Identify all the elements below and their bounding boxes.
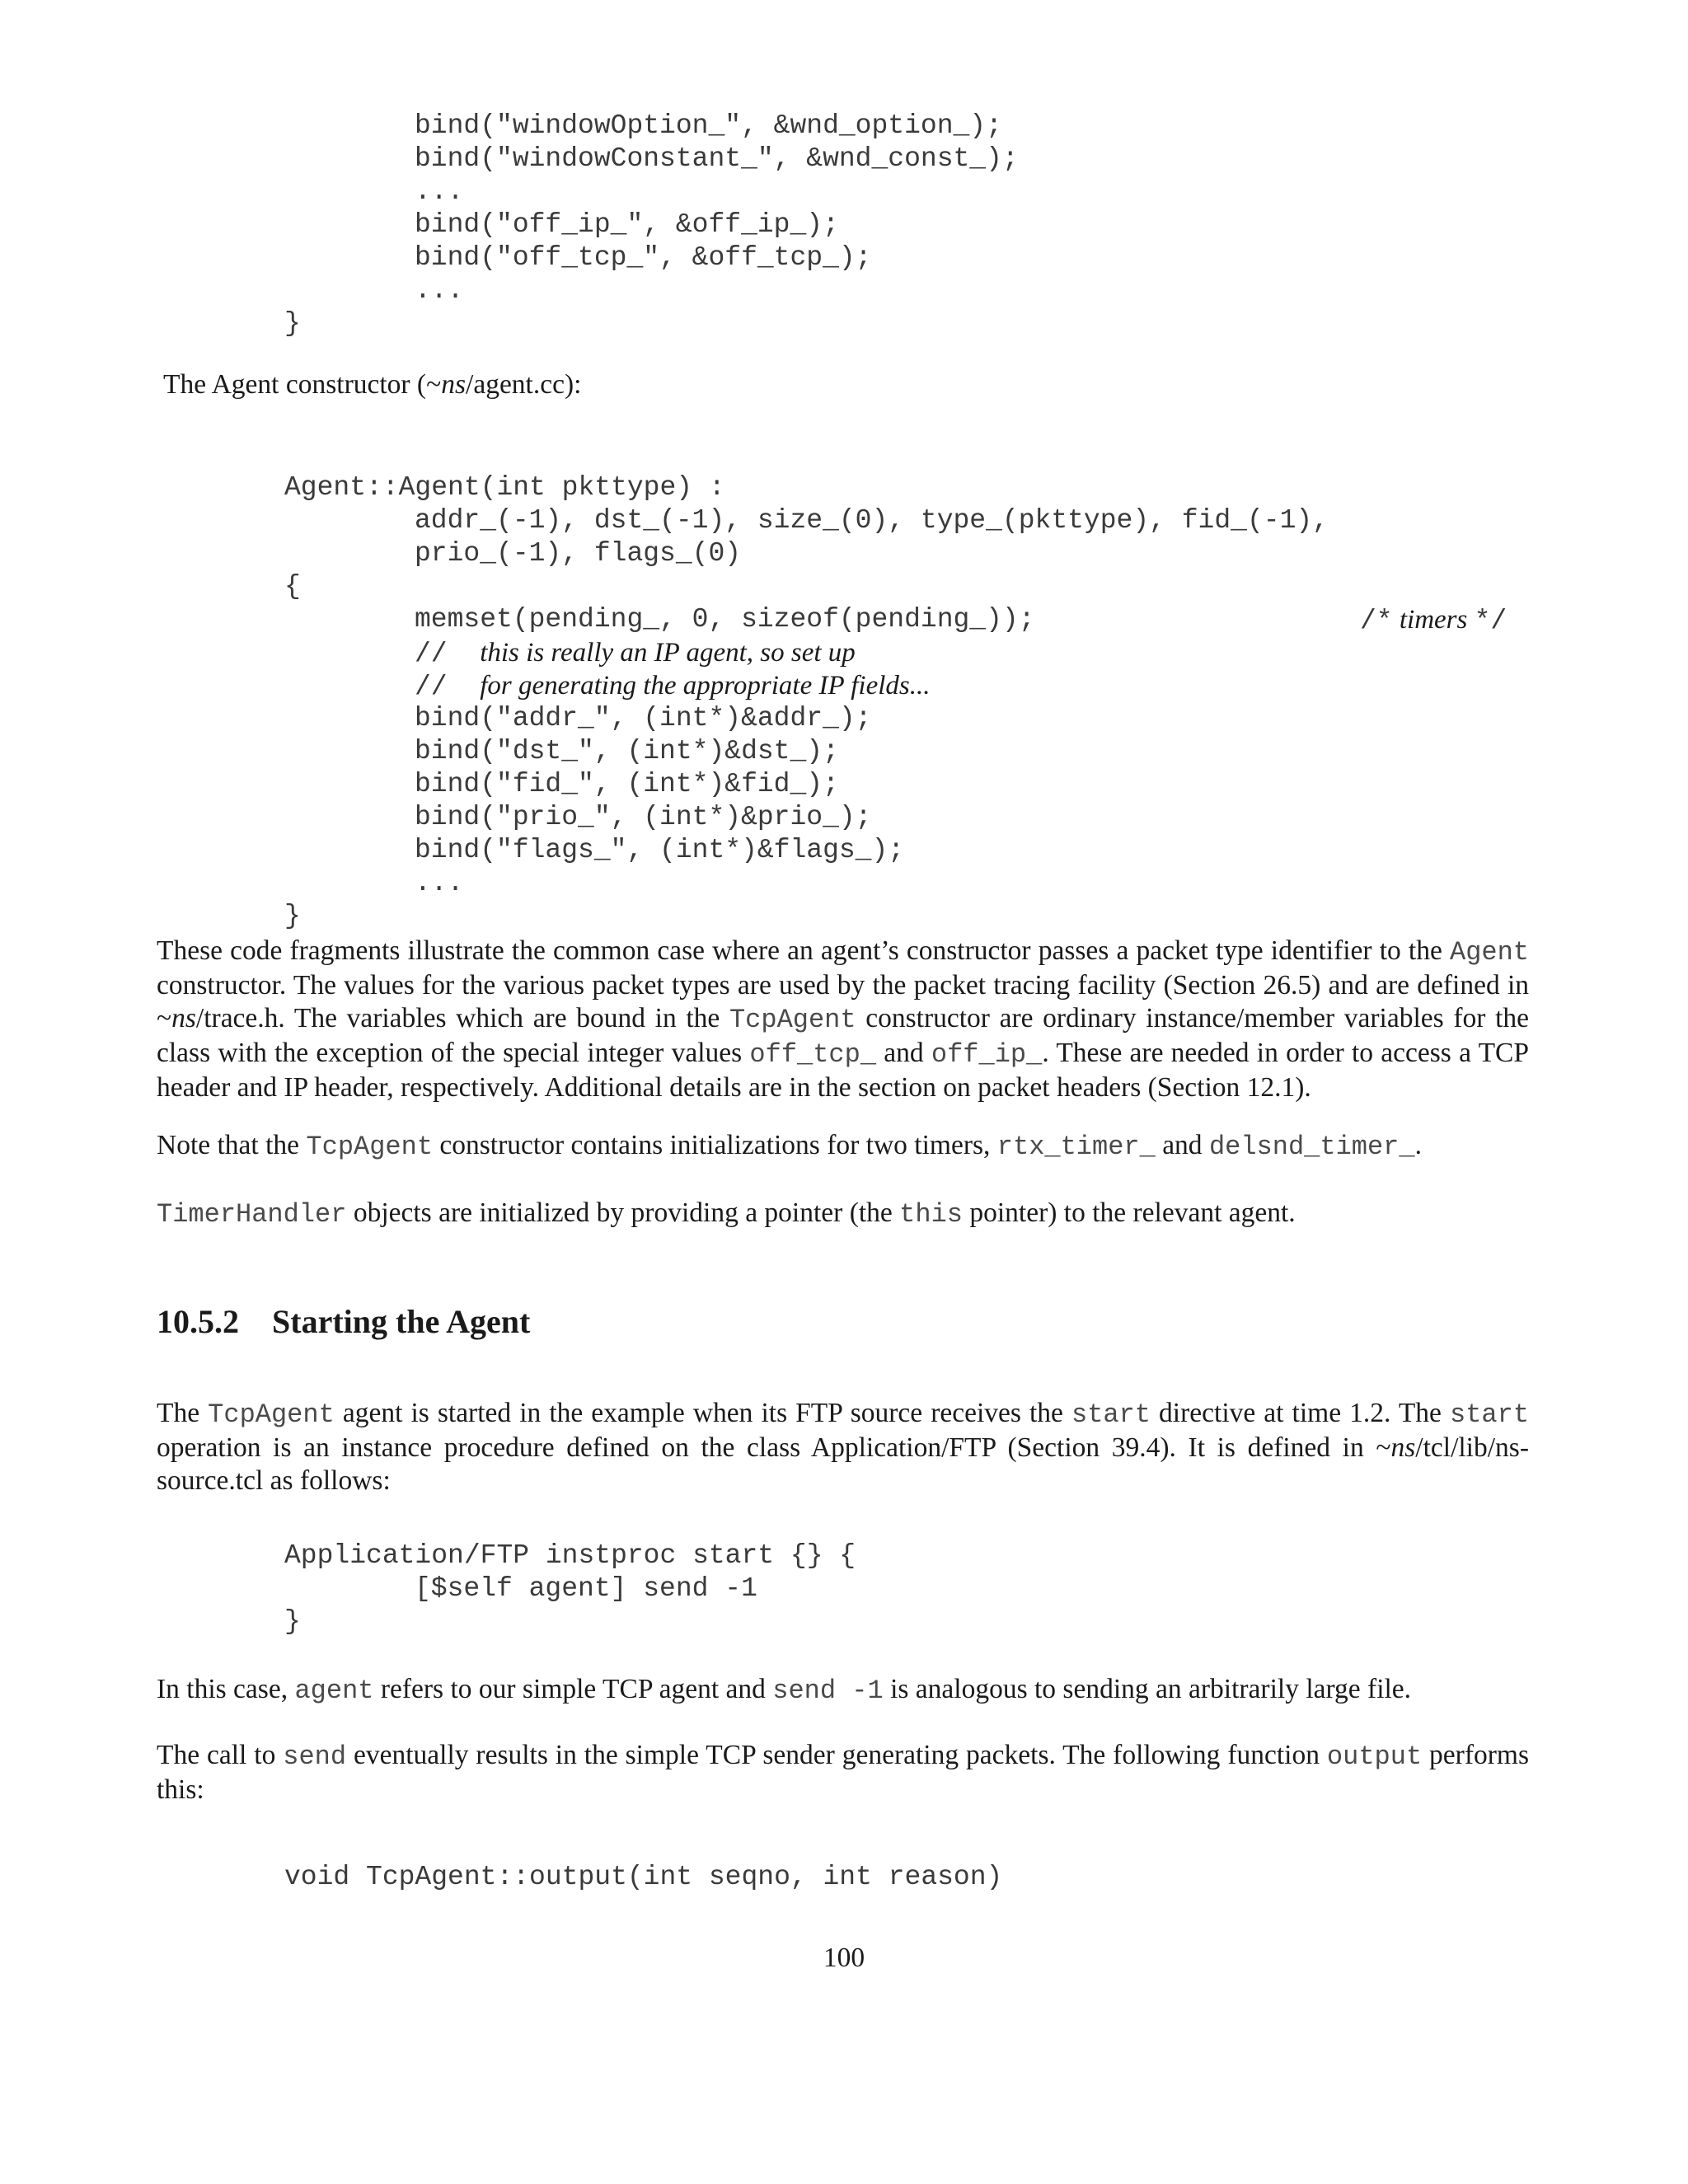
inline-code: start	[1071, 1399, 1151, 1430]
code-line: addr_(-1), dst_(-1), size_(0), type_(pkttype), fid_(-1),	[415, 505, 1329, 536]
ns-path: ns	[171, 1003, 196, 1033]
comment-text: timers	[1399, 605, 1468, 635]
inline-code: rtx_timer_	[996, 1132, 1156, 1162]
intro-line	[163, 368, 1536, 401]
code-line: }	[284, 901, 301, 931]
paragraph-text: constructor contains initializations for two timers,	[433, 1130, 997, 1160]
intro-text: The Agent constructor (	[163, 369, 427, 400]
code-line: bind("windowConstant_", &wnd_const_);	[415, 143, 1019, 174]
code-line: memset(pending_, 0, sizeof(pending_));	[415, 604, 1035, 635]
code-line: ...	[415, 275, 464, 306]
inline-code: Agent	[1449, 937, 1529, 968]
inline-code: delsnd_timer_	[1208, 1132, 1415, 1162]
inline-code: send -1	[772, 1675, 884, 1706]
paragraph-text: These code fragments illustrate the common case where an agent’s constructor passes a packet type identifier to the	[157, 935, 1450, 966]
comment-text: for generating the appropriate IP fields...	[480, 671, 931, 701]
paragraph-text: eventually results in the simple TCP sender generating packets. The following function	[346, 1740, 1327, 1770]
inline-code: off_ip_	[931, 1039, 1043, 1070]
paragraph-text: The call to	[157, 1740, 284, 1770]
inline-code: TcpAgent	[306, 1132, 434, 1162]
paragraph-timers	[157, 1129, 1529, 1164]
code-line: bind("flags_", (int*)&flags_);	[415, 835, 905, 865]
code-line: [$self agent] send -1	[415, 1573, 757, 1604]
paragraph-packet-types	[157, 935, 1529, 1104]
inline-code: agent	[294, 1675, 374, 1706]
intro-text: /agent.cc):	[466, 369, 582, 400]
section-heading	[157, 1302, 530, 1342]
paragraph-text: In this case,	[157, 1674, 295, 1704]
paragraph-text: constructor are ordinary instance/member variables for the class with the exception of the special integer values	[157, 1003, 1529, 1068]
inline-code: TimerHandler	[157, 1199, 347, 1230]
code-line: }	[284, 308, 301, 339]
section-number: 10.5.2	[157, 1303, 239, 1340]
inline-code: TcpAgent	[208, 1399, 335, 1430]
tilde: ~	[1376, 1432, 1391, 1463]
paragraph-text: constructor. The values for the various packet types are used by the packet tracing facility (Section 26.5) and are defined in	[157, 970, 1529, 1001]
paragraph-text: objects are initialized by providing a pointer (the	[346, 1197, 900, 1228]
inline-code: off_tcp_	[749, 1039, 877, 1070]
paragraph-text: /trace.h. The variables which are bound in the	[195, 1003, 729, 1033]
code-line: bind("addr_", (int*)&addr_);	[415, 703, 872, 733]
inline-code: start	[1450, 1399, 1530, 1430]
code-comment-line	[415, 636, 856, 671]
code-line: bind("prio_", (int*)&prio_);	[415, 802, 872, 832]
code-line: prio_(-1), flags_(0)	[415, 538, 742, 569]
paragraph-text: /tcl/lib/ns-source.tcl as follows:	[157, 1432, 1529, 1496]
paragraph-text: Note that the	[157, 1130, 307, 1160]
comment-close: */	[1474, 606, 1507, 636]
code-line: Application/FTP instproc start {} {	[284, 1540, 856, 1571]
paragraph-text: directive at time 1.2. The	[1151, 1398, 1450, 1428]
code-line: {	[284, 571, 301, 602]
tilde: ~	[157, 1003, 172, 1033]
code-line: bind("dst_", (int*)&dst_);	[415, 736, 839, 766]
code-line: Agent::Agent(int pkttype) :	[284, 472, 725, 503]
paragraph-text: .	[1414, 1130, 1422, 1160]
comment-slash: //	[415, 639, 448, 669]
code-line: ...	[415, 176, 464, 207]
paragraph-text: and	[1155, 1130, 1209, 1160]
paragraph-timerhandler	[157, 1197, 1529, 1231]
paragraph-send	[157, 1673, 1529, 1708]
paragraph-output	[157, 1739, 1529, 1807]
paragraph-text: performs this:	[157, 1740, 1529, 1805]
inline-code: send	[283, 1741, 347, 1772]
code-line: void TcpAgent::output(int seqno, int reason)	[284, 1862, 1003, 1892]
code-comment-line	[415, 669, 931, 704]
inline-code: this	[899, 1199, 963, 1230]
timers-comment	[1360, 603, 1507, 638]
paragraph-text: operation is an instance procedure defined on the class Application/FTP (Section 39.4). It is defined in	[157, 1432, 1376, 1463]
paragraph-text: pointer) to the relevant agent.	[962, 1197, 1296, 1228]
inline-code: TcpAgent	[729, 1005, 856, 1035]
ns-path: ns	[441, 369, 467, 400]
paragraph-text: refers to our simple TCP agent and	[373, 1674, 773, 1704]
code-line: }	[284, 1606, 301, 1637]
ns-path: ns	[1390, 1432, 1416, 1463]
tilde: ~	[426, 369, 442, 400]
paragraph-starting-agent	[157, 1397, 1529, 1497]
paragraph-text: agent is started in the example when its FTP source receives the	[334, 1398, 1071, 1428]
comment-open: /*	[1360, 606, 1393, 636]
paragraph-text: and	[876, 1038, 931, 1068]
code-line: bind("off_ip_", &off_ip_);	[415, 209, 839, 240]
code-line: bind("windowOption_", &wnd_option_);	[415, 110, 1002, 141]
comment-slash: //	[415, 672, 448, 702]
comment-text: this is really an IP agent, so set up	[480, 638, 856, 668]
paragraph-text: is analogous to sending an arbitrarily large file.	[883, 1674, 1412, 1704]
code-line: ...	[415, 868, 464, 898]
paragraph-text: . These are needed in order to access a TCP header and IP header, respectively. Additional details are in the section on packet headers (Section 12.1).	[157, 1038, 1530, 1103]
code-line: bind("off_tcp_", &off_tcp_);	[415, 242, 872, 273]
section-title: Starting the Agent	[272, 1303, 531, 1340]
paragraph-text: The	[157, 1398, 209, 1428]
code-line: bind("fid_", (int*)&fid_);	[415, 769, 839, 799]
inline-code: output	[1326, 1741, 1423, 1772]
page-number: 100	[823, 1943, 865, 1973]
